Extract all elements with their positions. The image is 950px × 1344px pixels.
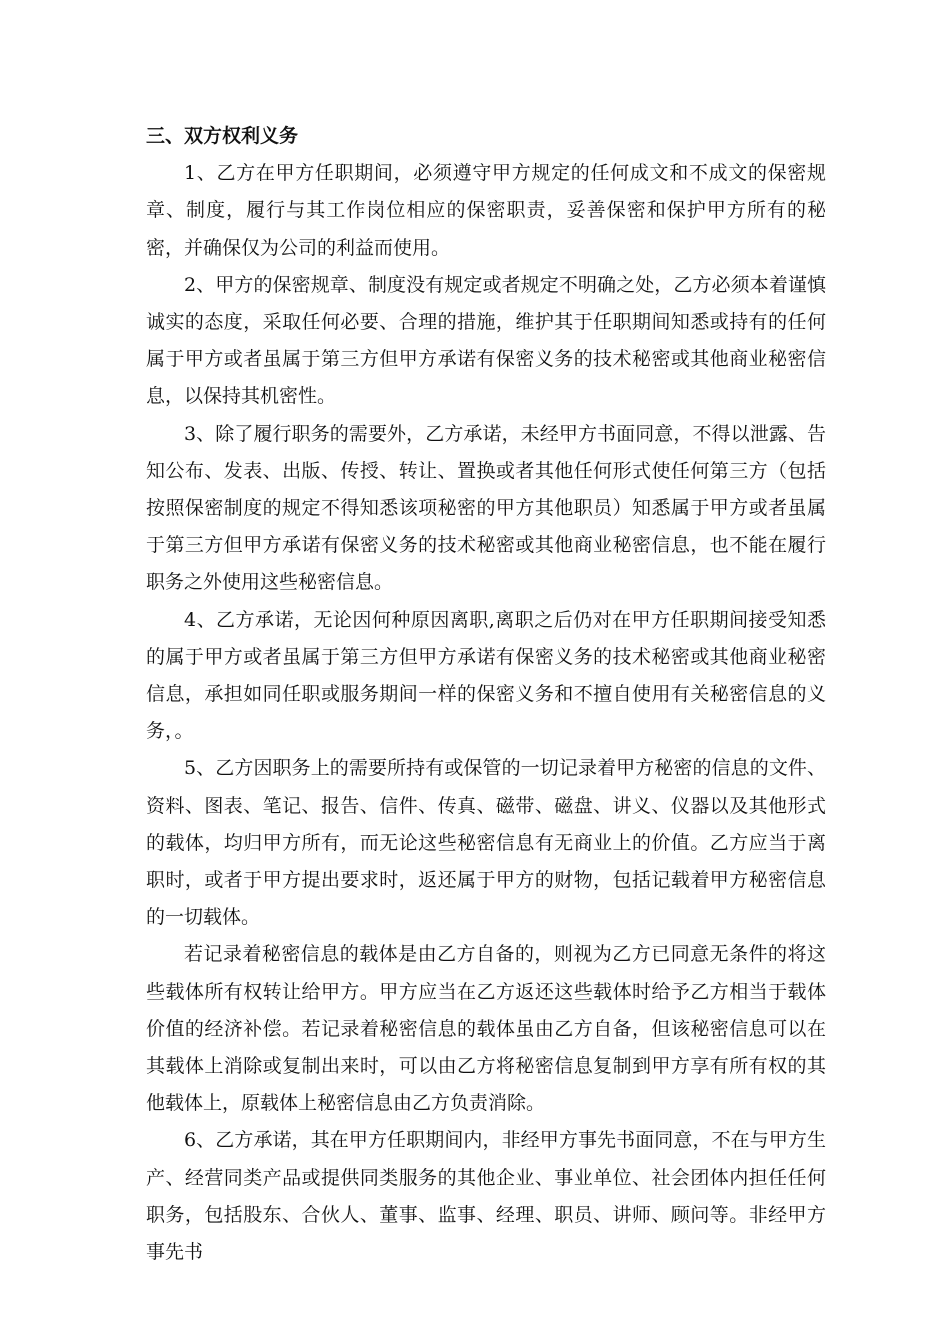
- paragraph-clause-1: 1、乙方在甲方任职期间，必须遵守甲方规定的任何成文和不成文的保密规章、制度，履行与其工作岗位相应的保密职责，妥善保密和保护甲方所有的秘密，并确保仅为公司的利益而使用。: [146, 162, 826, 259]
- section-heading: 三、双方权利义务: [146, 125, 299, 147]
- document-body: [146, 118, 826, 1271]
- paragraph-clause-4: 4、乙方承诺，无论因何种原因离职,离职之后仍对在甲方任职期间接受知悉的属于甲方或者虽属于第三方但甲方承诺有保密义务的技术秘密或其他商业秘密信息，承担如同任职或服务期间一样的保密义务和不擅自使用有关秘密信息的义务，。: [146, 608, 826, 743]
- paragraph-clause-3: 3、除了履行职务的需要外，乙方承诺，未经甲方书面同意，不得以泄露、告知公布、发表、出版、传授、转让、置换或者其他任何形式使任何第三方（包括按照保密制度的规定不得知悉该项秘密的甲方其他职员）知悉属于甲方或者虽属于第三方但甲方承诺有保密义务的技术秘密或其他商业秘密信息，也不能在履行职务之外使用这些秘密信息。: [146, 422, 826, 594]
- paragraph-clause-5-supplement: 若记录着秘密信息的载体是由乙方自备的，则视为乙方已同意无条件的将这些载体所有权转让给甲方。甲方应当在乙方返还这些载体时给予乙方相当于载体价值的经济补偿。若记录着秘密信息的载体虽由乙方自备，但该秘密信息可以在其载体上消除或复制出来时，可以由乙方将秘密信息复制到甲方享有所有权的其他载体上，原载体上秘密信息由乙方负责消除。: [146, 943, 826, 1115]
- paragraph-clause-2: 2、甲方的保密规章、制度没有规定或者规定不明确之处，乙方必须本着谨慎诚实的态度，采取任何必要、合理的措施，维护其于任职期间知悉或持有的任何属于甲方或者虽属于第三方但甲方承诺有保密义务的技术秘密或其他商业秘密信息，以保持其机密性。: [146, 273, 826, 408]
- paragraph-clause-6: 6、乙方承诺，其在甲方任职期间内，非经甲方事先书面同意，不在与甲方生产、经营同类产品或提供同类服务的其他企业、事业单位、社会团体内担任任何职务，包括股东、合伙人、董事、监事、经理、职员、讲师、顾问等。非经甲方事先书: [146, 1129, 826, 1264]
- paragraph-clause-5: 5、乙方因职务上的需要所持有或保管的一切记录着甲方秘密的信息的文件、资料、图表、笔记、报告、信件、传真、磁带、磁盘、讲义、仪器以及其他形式的载体，均归甲方所有，而无论这些秘密信息有无商业上的价值。乙方应当于离职时，或者于甲方提出要求时，返还属于甲方的财物，包括记载着甲方秘密信息的一切载体。: [146, 757, 826, 929]
